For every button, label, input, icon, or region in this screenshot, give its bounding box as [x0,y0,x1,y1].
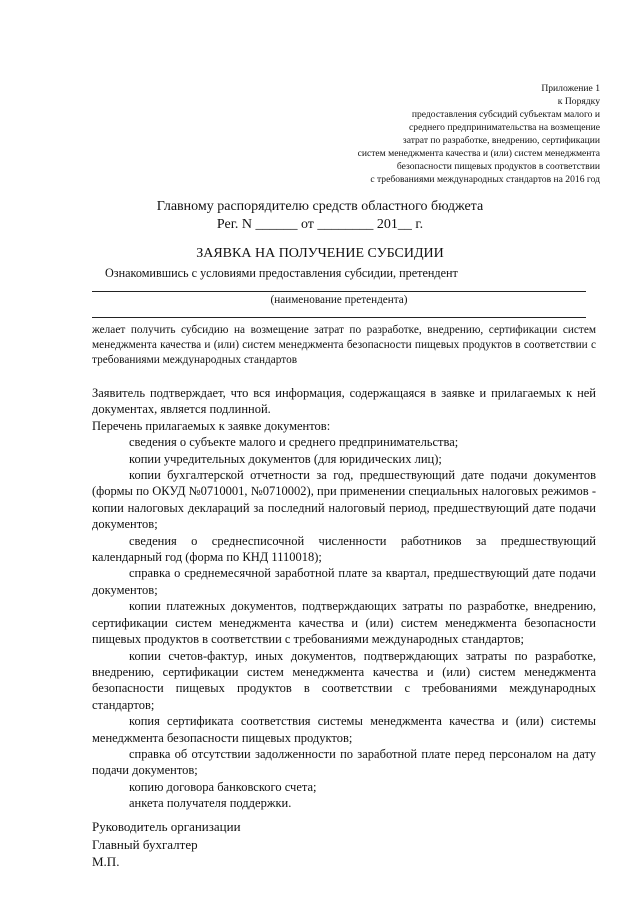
document-item: копия сертификата соответствия системы менеджмента качества и (или) системы менеджмента безопасности пищевых продуктов; [92,714,596,745]
appendix-line: Приложение 1 [541,83,600,94]
addressee-block [100,198,540,234]
registration-line: Рег. N ______ от ________ 201__ г. [216,217,424,232]
document-item: сведения о среднесписочной численности работников за предшествующий календарный год (форма по КНД 1110018); [92,533,596,565]
confirmation-text: Заявитель подтверждает, что вся информация, содержащаяся в заявке и прилагаемых к ней документах, является подлинной. [92,386,596,417]
document-item: копии счетов-фактур, иных документов, подтверждающих затраты по разработке, внедрению, сертификации систем менеджмента качества и (или) систем менеджмента безопасности пищевых продуктов в соответствии с требованиями международных стандартов; [92,648,596,712]
purpose-text: желает получить субсидию на возмещение затрат по разработке, внедрению, сертификации систем менеджмента качества и (или) систем менеджмента безопасности пищевых продуктов в соответствии с требованиями международных стандартов [92,324,596,366]
stamp-label: М.П. [92,854,120,869]
document-item: копии платежных документов, подтверждающих затраты по разработке, внедрению, сертификации систем менеджмента качества и (или) систем менеджмента безопасности пищевых продуктов в соответствии с требованиями международных стандартов; [92,599,596,647]
appendix-line: среднего предпринимательства на возмещение [409,122,600,133]
applicant-name-line-2 [92,317,586,318]
appendix-line: к Порядку [557,96,600,107]
documents-header: Перечень прилагаемых к заявке документов: [92,418,331,433]
document-item: копию договора банковского счета; [129,779,317,794]
intro-text: Ознакомившись с условиями предоставления субсидии, претендент [105,266,458,280]
document-title: ЗАЯВКА НА ПОЛУЧЕНИЕ СУБСИДИИ [196,246,444,261]
document-item: копии бухгалтерской отчетности за год, предшествующий дате подачи документов (формы по ОКУД №0710001, №0710002), при применении специальных налоговых режимов - копии налоговых деклараций за последний налоговый период, предшествующий дате подачи документов; [92,468,596,532]
applicant-name-line [92,291,586,292]
document-item: анкета получателя поддержки. [129,796,292,811]
appendix-line: безопасности пищевых продуктов в соответствии [396,161,600,172]
head-signature-label: Руководитель организации [92,819,241,834]
document-item: сведения о субъекте малого и среднего предпринимательства; [129,435,459,450]
document-body [92,385,596,812]
addressee-name: Главному распорядителю средств областного бюджета [156,199,484,214]
document-item: копии учредительных документов (для юридических лиц); [129,451,442,466]
signature-block [92,818,241,871]
document-item: справка об отсутствии задолженности по заработной плате перед персоналом на дату подачи документов; [92,746,596,778]
appendix-line: с требованиями международных стандартов на 2016 год [370,174,600,185]
document-item: справка о среднемесячной заработной плате за квартал, предшествующий дате подачи документов; [92,566,596,597]
applicant-caption: (наименование претендента) [270,294,408,306]
appendix-line: систем менеджмента качества и (или) систем менеджмента [357,148,600,159]
appendix-line: затрат по разработке, внедрению, сертификации [402,135,600,146]
appendix-header [270,82,600,186]
appendix-line: предоставления субсидий субъектам малого и [411,109,600,120]
accountant-signature-label: Главный бухгалтер [92,836,198,852]
